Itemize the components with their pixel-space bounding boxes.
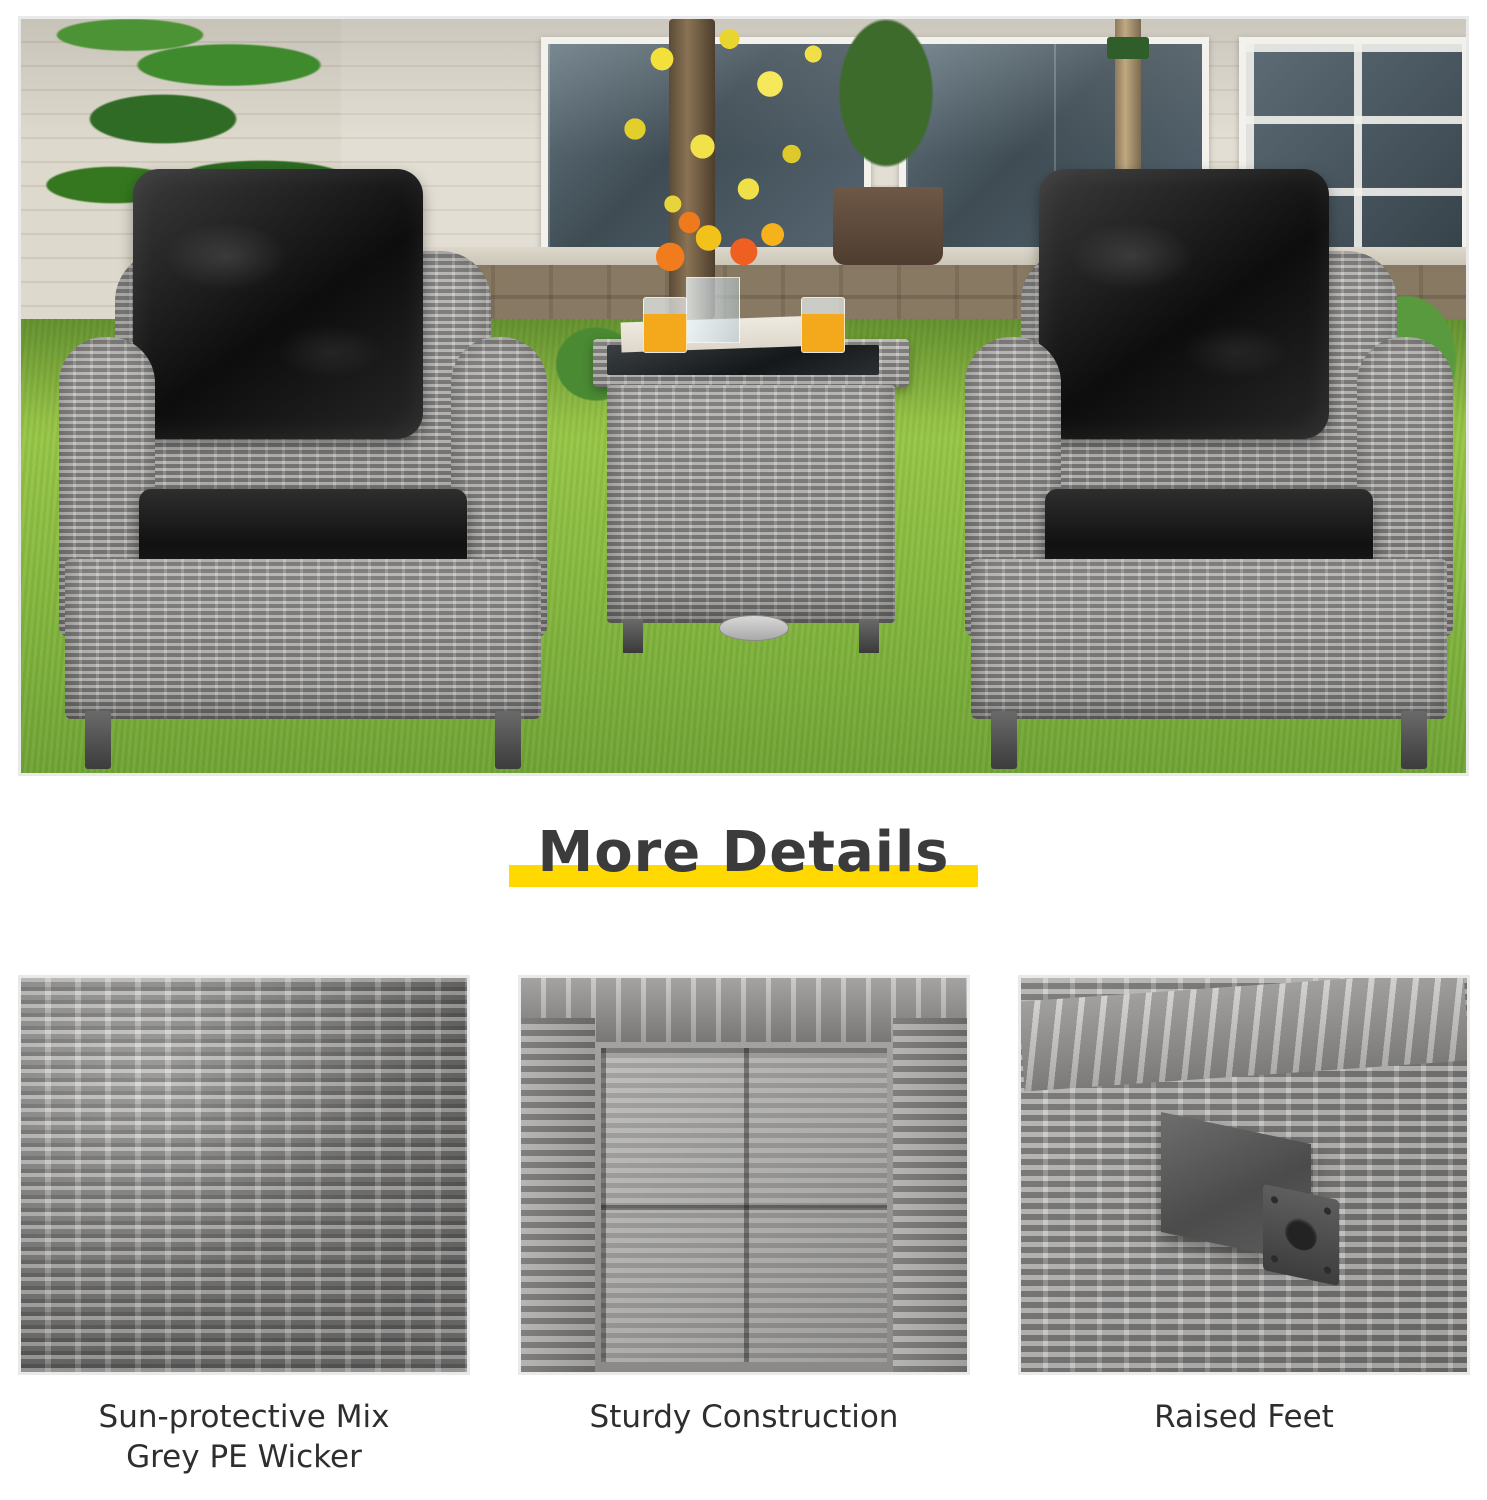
patio-set-scene <box>21 19 1466 773</box>
detail-cards <box>18 975 1469 1478</box>
table-body <box>607 385 895 623</box>
detail-card-feet <box>1018 975 1470 1478</box>
detail-card-construction <box>518 975 970 1478</box>
caption-line-2: Grey PE Wicker <box>126 1439 362 1476</box>
juice-glass <box>643 297 687 353</box>
caption-line-1: Sun-protective Mix <box>98 1399 390 1435</box>
plant-pot <box>833 187 943 265</box>
pole-cap <box>1107 37 1149 59</box>
sunflower-bouquet <box>635 207 795 293</box>
detail-card-wicker <box>18 975 470 1478</box>
hero-product-image <box>18 16 1469 776</box>
detail-card-caption <box>1018 1397 1470 1437</box>
table-leg <box>623 619 643 653</box>
black-back-cushion <box>1039 169 1329 439</box>
detail-card-caption <box>18 1397 470 1478</box>
wicker-closeup-image <box>18 975 470 1375</box>
wicker-armchair-right <box>949 159 1466 719</box>
raised-feet-closeup-image <box>1018 975 1470 1375</box>
chair-leg <box>991 711 1017 769</box>
section-title: More Details <box>509 820 977 885</box>
chair-leg <box>495 711 521 769</box>
caption-line-1: Raised Feet <box>1154 1399 1334 1435</box>
juice-glass <box>801 297 845 353</box>
wicker-armchair-left <box>43 159 563 719</box>
chair-base <box>971 559 1447 719</box>
more-details-heading <box>0 820 1487 885</box>
black-back-cushion <box>133 169 423 439</box>
caption-line-1: Sturdy Construction <box>589 1399 899 1435</box>
construction-closeup-image <box>518 975 970 1375</box>
glass-top-side-table <box>601 339 901 639</box>
table-leg <box>859 619 879 653</box>
chair-leg <box>85 711 111 769</box>
chair-base <box>65 559 541 719</box>
chair-leg <box>1401 711 1427 769</box>
detail-card-caption <box>518 1397 970 1437</box>
brand-badge <box>719 615 789 641</box>
